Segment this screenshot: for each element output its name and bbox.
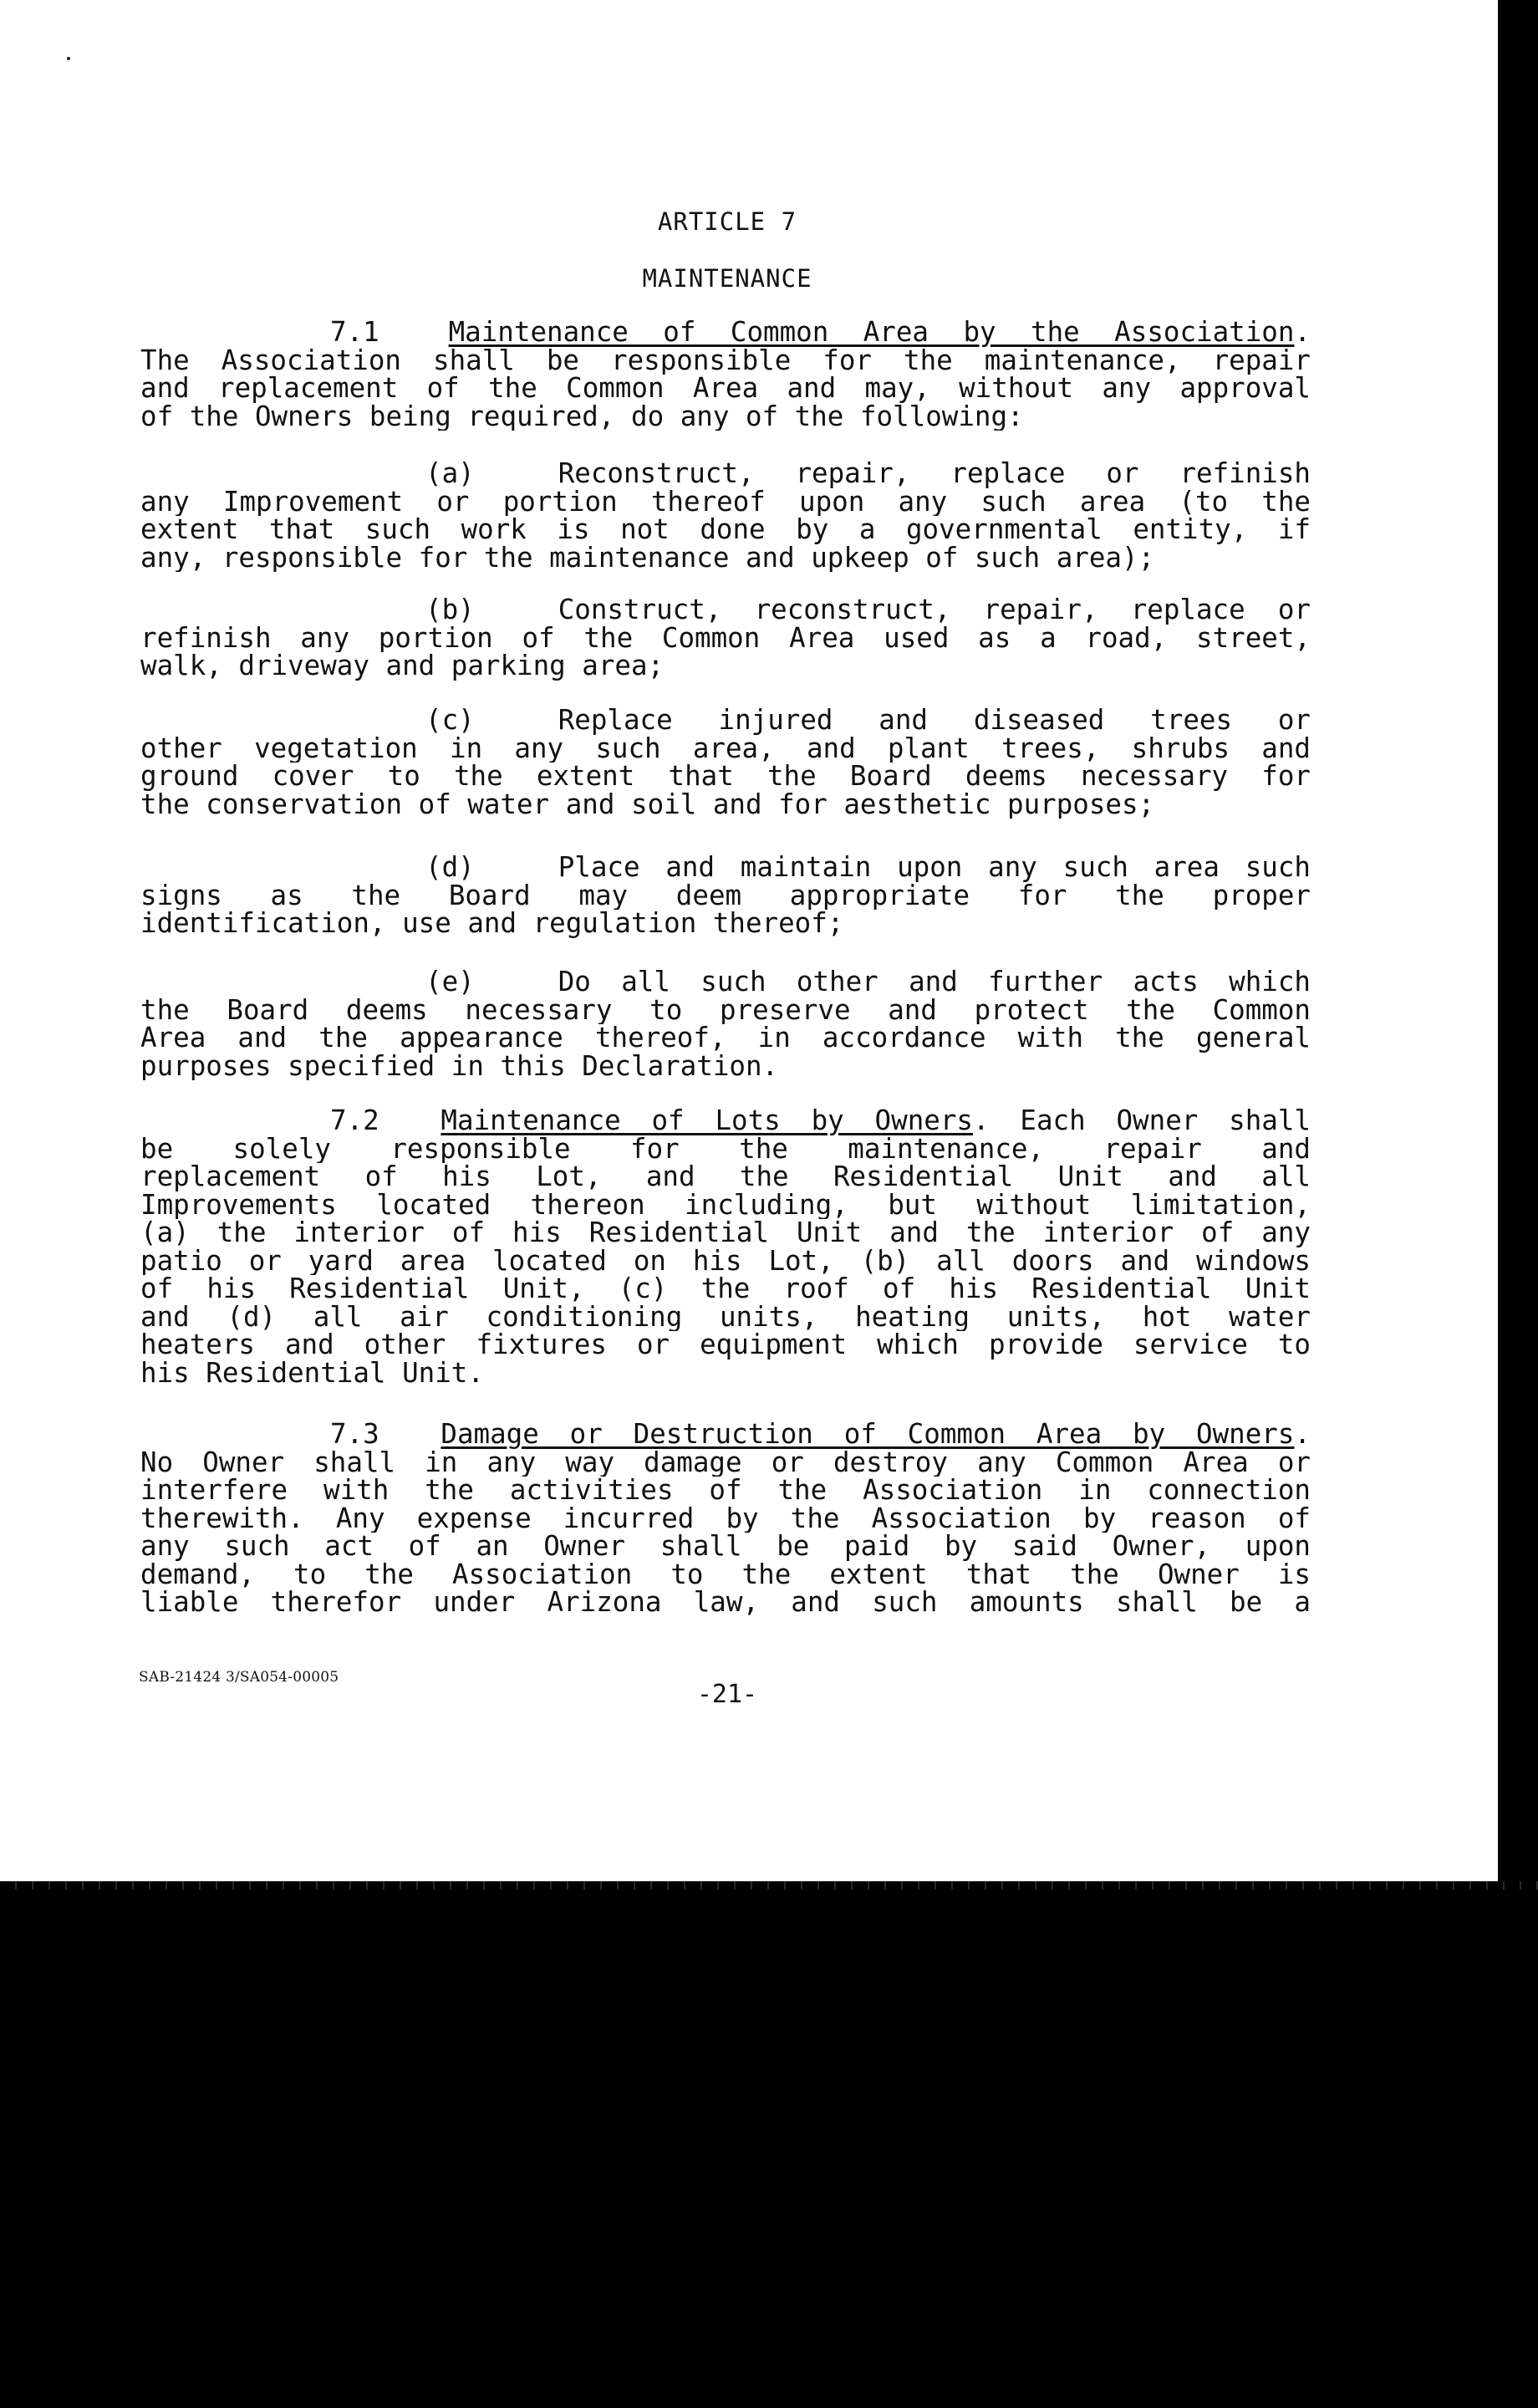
text-line: the conservation of water and soil and for aesthetic purposes; (140, 790, 1155, 819)
text-line: demand, to the Association to the extent that the Owner is (140, 1560, 1311, 1589)
item-label: (a) (425, 460, 475, 488)
text-line: and replacement of the Common Area and may, without any approval (140, 375, 1311, 403)
text-line: of his Residential Unit, (c) the roof of his Residential Unit (140, 1275, 1311, 1303)
text-line: be solely responsible for the maintenance, repair and (140, 1135, 1311, 1163)
scan-bottom-noise (0, 1881, 1538, 1890)
item-label: (d) (425, 854, 475, 882)
text-line: heaters and other fixtures or equipment which provide service to (140, 1331, 1311, 1360)
item-text: Place and maintain upon any such area such (558, 854, 1311, 882)
text-line: refinish any portion of the Common Area used as a road, street, (140, 624, 1311, 652)
section-heading: Maintenance of Common Area by the Association (448, 319, 1295, 347)
section-heading-trail: . Each Owner shall (972, 1107, 1311, 1135)
item-d (140, 854, 1311, 938)
item-text: Replace injured and diseased trees or (558, 707, 1311, 735)
document-id-footer: SAB-21424 3/SA054-00005 (139, 1669, 339, 1686)
item-e (140, 968, 1311, 1080)
section-7-2 (140, 1107, 1311, 1387)
text-line: signs as the Board may deem appropriate for the proper (140, 881, 1311, 910)
text-line: walk, driveway and parking area; (140, 652, 665, 681)
section-heading: Damage or Destruction of Common Area by Owners (441, 1421, 1295, 1449)
section-number: 7.2 (330, 1107, 379, 1135)
text-line: liable therefor under Arizona law, and such amounts shall be a (140, 1589, 1311, 1617)
section-7-1 (140, 319, 1311, 431)
item-a (140, 460, 1311, 572)
item-first-line (140, 460, 1311, 488)
text-line: his Residential Unit. (140, 1359, 484, 1387)
text-line: interfere with the activities of the Association in connection (140, 1477, 1311, 1505)
section-heading: Maintenance of Lots by Owners (441, 1107, 973, 1135)
text-line: The Association shall be responsible for the maintenance, repair (140, 346, 1311, 375)
scan-edge-border (1498, 0, 1538, 1881)
section-number: 7.1 (330, 319, 379, 347)
item-first-line (140, 968, 1311, 997)
section-7-3 (140, 1421, 1311, 1617)
section-number: 7.3 (330, 1421, 379, 1449)
text-line: Improvements located thereon including, but without limitation, (140, 1191, 1311, 1219)
scan-speck (67, 57, 70, 60)
item-first-line (140, 854, 1311, 882)
text-line: replacement of his Lot, and the Residential Unit and all (140, 1163, 1311, 1191)
text-line: extent that such work is not done by a governmental entity, if (140, 516, 1311, 544)
item-first-line (140, 707, 1311, 735)
text-line: purposes specified in this Declaration. (140, 1052, 779, 1080)
text-line: any such act of an Owner shall be paid by said Owner, upon (140, 1533, 1311, 1561)
text-line: Area and the appearance thereof, in accordance with the general (140, 1024, 1311, 1053)
text-line: other vegetation in any such area, and plant trees, shrubs and (140, 734, 1311, 763)
item-text: Construct, reconstruct, repair, replace or (558, 596, 1311, 625)
item-first-line (140, 596, 1311, 625)
item-b (140, 596, 1311, 681)
text-line: any Improvement or portion thereof upon any such area (to the (140, 487, 1311, 516)
item-label: (c) (425, 707, 475, 735)
text-line: identification, use and regulation thereof; (140, 910, 844, 938)
text-line: (a) the interior of his Residential Unit and the interior of any (140, 1219, 1311, 1247)
text-line: therewith. Any expense incurred by the Association by reason of (140, 1504, 1311, 1533)
section-7-1-heading-line: 7.1 Maintenance of Common Area by the Association. (140, 319, 1311, 347)
item-label: (e) (425, 968, 475, 997)
text-line: and (d) all air conditioning units, heating units, hot water (140, 1303, 1311, 1331)
article-number: ARTICLE 7 (657, 207, 797, 236)
text-line: ground cover to the extent that the Board deems necessary for (140, 763, 1311, 791)
text-line: any, responsible for the maintenance and upkeep of such area); (140, 543, 1155, 572)
item-text: Do all such other and further acts which (558, 968, 1311, 997)
text-line: patio or yard area located on his Lot, (b) all doors and windows (140, 1247, 1311, 1275)
page-number: -21- (696, 1680, 758, 1709)
text-line: No Owner shall in any way damage or destroy any Common Area or (140, 1448, 1311, 1477)
item-label: (b) (425, 596, 475, 625)
item-c (140, 707, 1311, 819)
text-line: the Board deems necessary to preserve and protect the Common (140, 996, 1311, 1024)
section-7-2-heading-line (140, 1107, 1311, 1135)
section-7-3-heading-line: 7.3 Damage or Destruction of Common Area by Owners. (140, 1421, 1311, 1449)
text-line: of the Owners being required, do any of the following: (140, 402, 1024, 431)
item-text: Reconstruct, repair, replace or refinish (558, 460, 1311, 488)
article-title: MAINTENANCE (642, 264, 812, 293)
